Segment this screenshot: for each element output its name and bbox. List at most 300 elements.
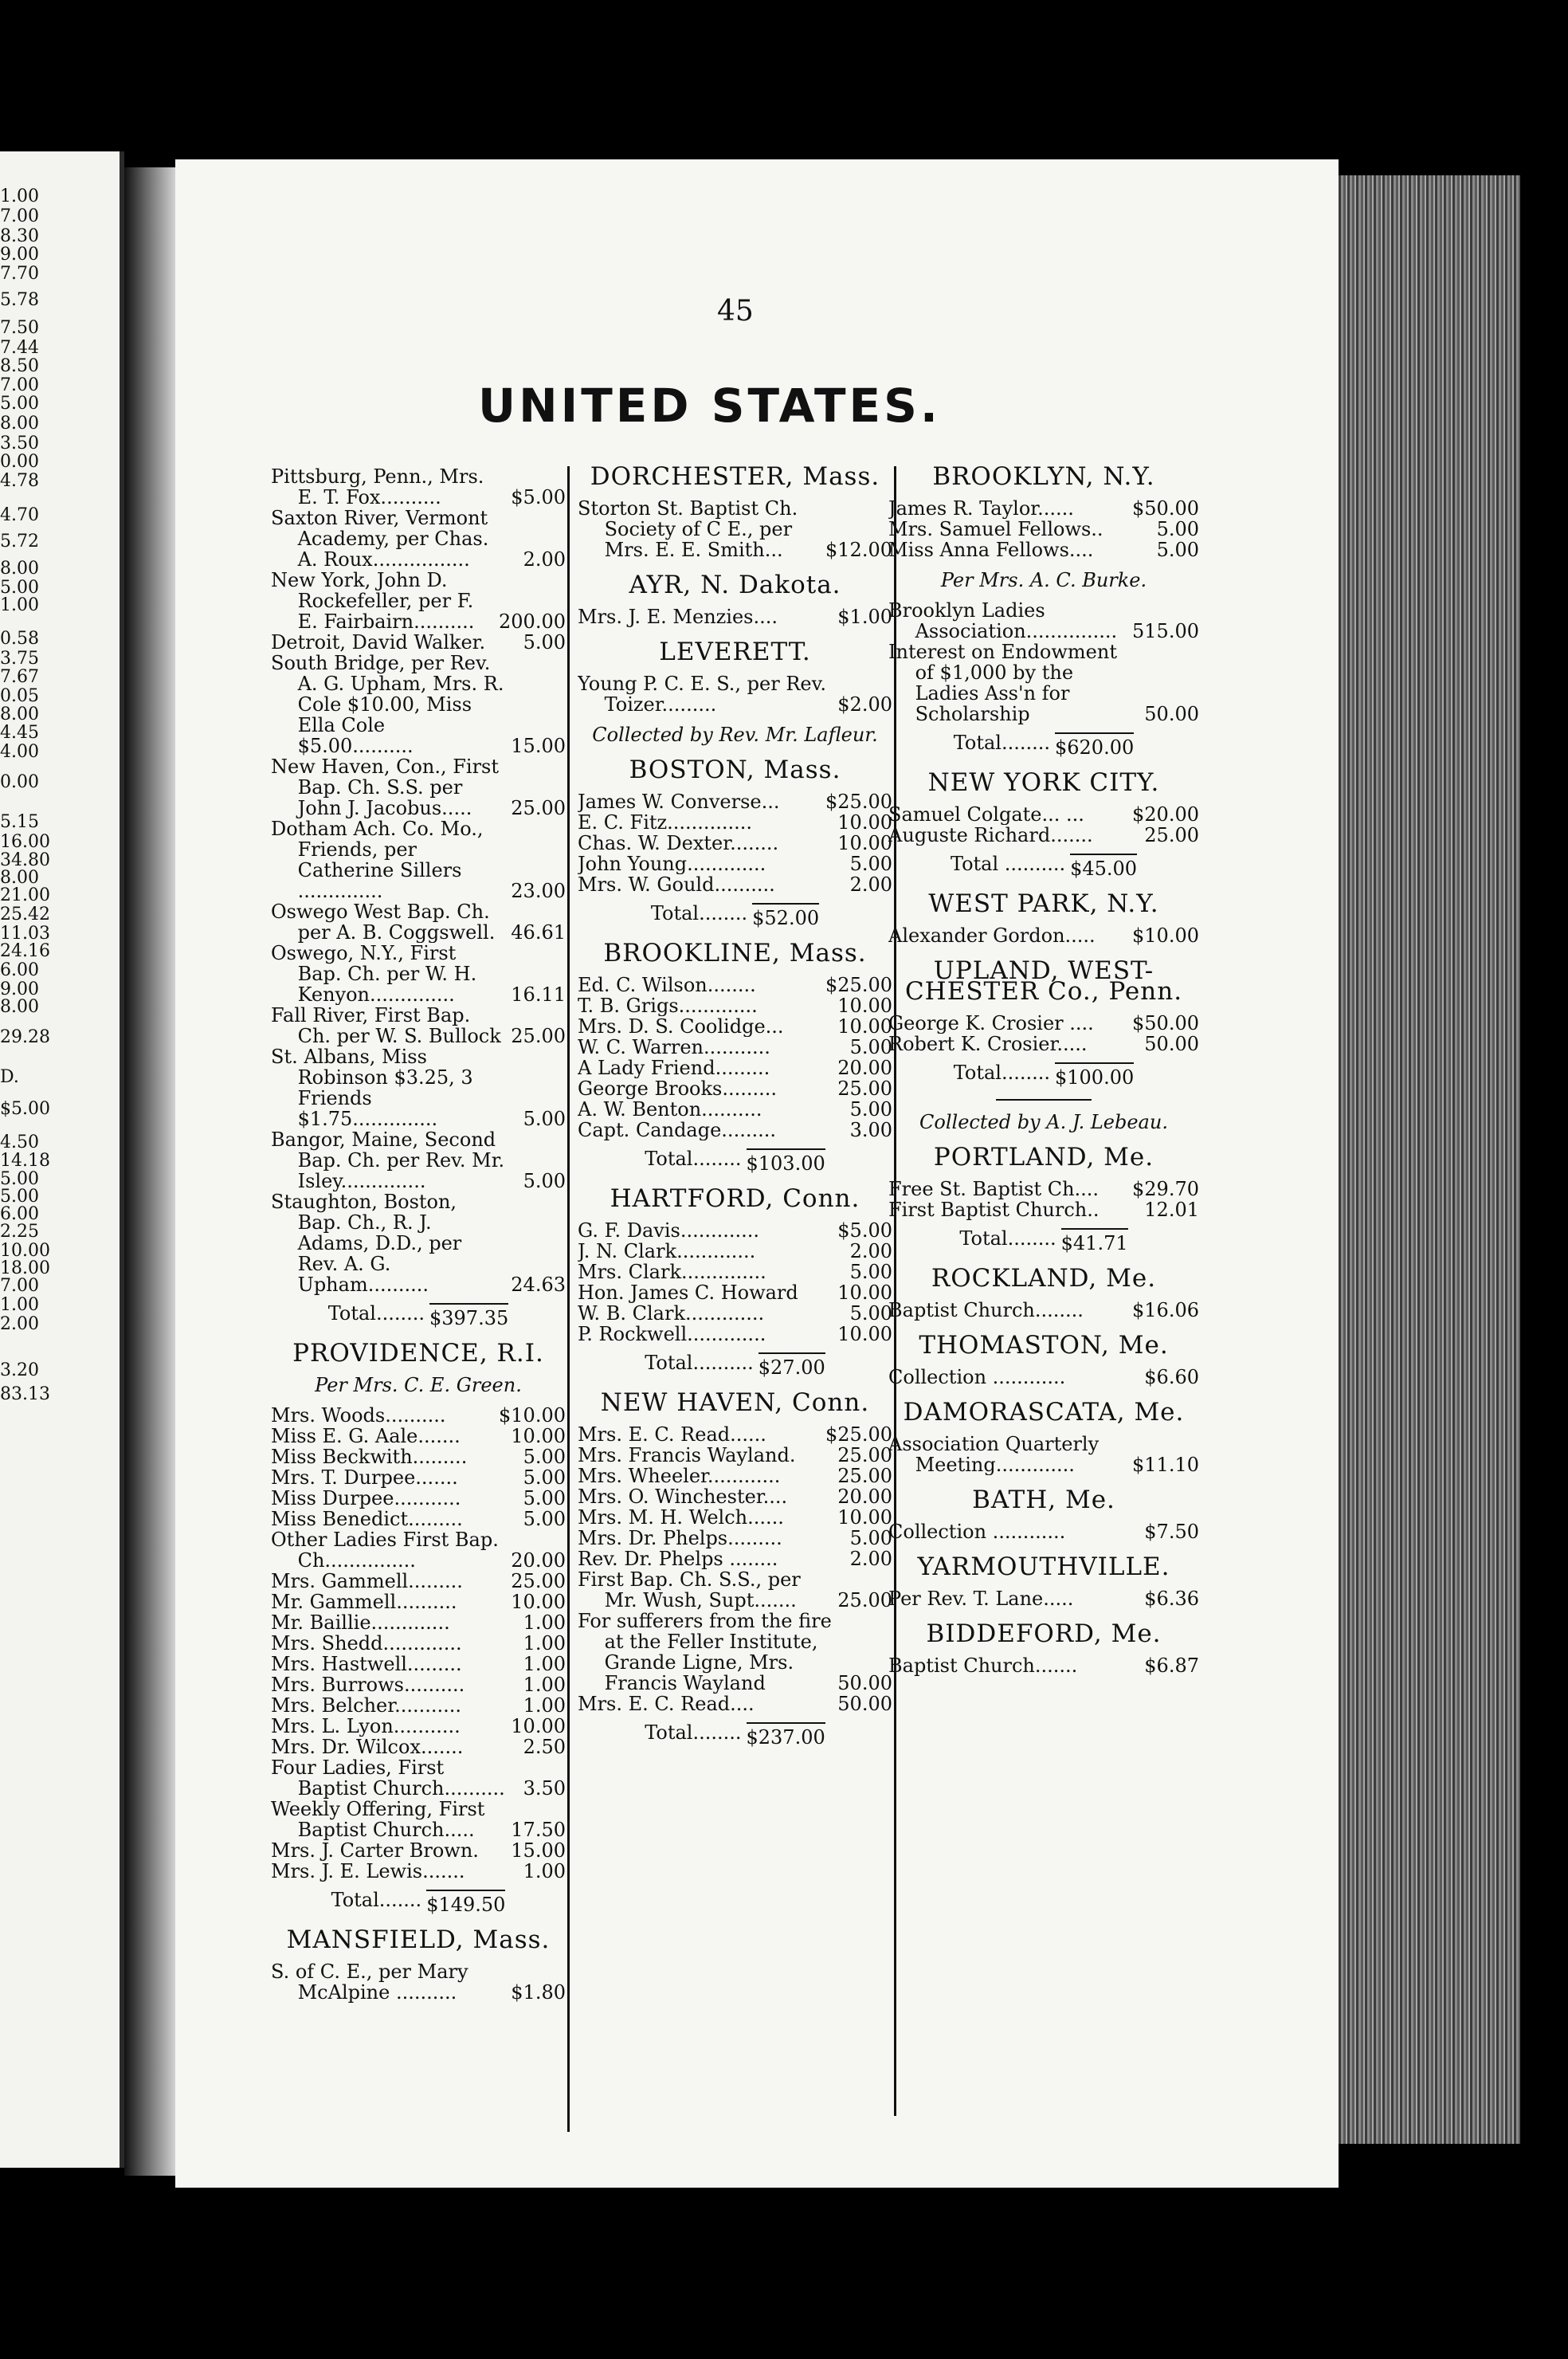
donation-amount: 15.00 — [511, 735, 566, 757]
list-item — [888, 642, 1199, 724]
list-item — [578, 1466, 892, 1486]
donor-name: New York, John D. Rockefeller, per F. E. Fairbairn.......... — [271, 570, 475, 632]
donor-name: George Brooks......... — [578, 1078, 778, 1099]
section-title: NEW YORK CITY. — [927, 768, 1160, 797]
facing-page-value: 8.00 — [0, 414, 39, 434]
facing-page-value: 3.50 — [0, 434, 39, 453]
list-item — [578, 1037, 892, 1058]
facing-page-value: $5.00 — [0, 1099, 50, 1119]
donor-name: For sufferers from the fire at the Feller Institute, Grande Ligne, Mrs. Francis Wayland — [578, 1611, 832, 1694]
section-title: PROVIDENCE, R.I. — [292, 1339, 544, 1368]
total-label: Total........ — [953, 1062, 1050, 1084]
column-1 — [271, 466, 566, 2003]
total-amount: $149.50 — [426, 1890, 505, 1915]
donation-amount: 5.00 — [849, 1036, 892, 1058]
donation-amount: 25.00 — [837, 1077, 892, 1100]
list-item — [271, 508, 566, 570]
list-item — [578, 995, 892, 1016]
donation-amount: $50.00 — [1132, 1012, 1199, 1034]
list-item — [271, 1446, 566, 1467]
donor-name: Hon. James C. Howard — [578, 1282, 798, 1303]
donor-name: Robert K. Crosier..... — [888, 1034, 1088, 1054]
list-item — [271, 1716, 566, 1737]
donor-name: A Lady Friend......... — [578, 1058, 770, 1078]
list-item — [578, 1058, 892, 1078]
total-row — [578, 903, 892, 928]
facing-page-value: 0.05 — [0, 686, 39, 706]
donor-name: Mrs. Samuel Fellows.. — [888, 519, 1103, 540]
donor-name: New Haven, Con., First Bap. Ch. S.S. per John J. Jacobus..... — [271, 756, 500, 818]
donation-amount: 2.50 — [523, 1736, 566, 1758]
donor-name: Baptist Church....... — [888, 1655, 1078, 1676]
donor-name: James W. Converse... — [578, 791, 780, 812]
facing-page-value: 8.00 — [0, 868, 39, 888]
donor-name: Oswego West Bap. Ch. per A. B. Coggswell. — [271, 901, 496, 943]
list-item — [271, 1005, 566, 1046]
donation-amount: 15.00 — [511, 1839, 566, 1862]
column-rule — [567, 466, 570, 2132]
donation-amount: 50.00 — [1144, 703, 1199, 725]
donor-name: A. W. Benton.......... — [578, 1099, 762, 1120]
list-item — [888, 600, 1199, 642]
total-label: Total........ — [953, 732, 1050, 754]
donation-amount: 25.00 — [511, 1025, 566, 1047]
list-item — [271, 1654, 566, 1674]
total-amount: $41.71 — [1061, 1228, 1128, 1254]
facing-page-value: 14.18 — [0, 1151, 50, 1171]
total-label: Total....... — [331, 1889, 422, 1911]
list-item — [888, 804, 1199, 825]
total-amount: $52.00 — [752, 903, 819, 928]
facing-page-value: 24.16 — [0, 941, 50, 961]
donation-amount: $10.00 — [1132, 924, 1199, 947]
list-item — [578, 1694, 892, 1714]
list-item — [578, 1078, 892, 1099]
list-item — [888, 1199, 1199, 1220]
collector-note: Per Mrs. A. C. Burke. — [940, 569, 1147, 591]
list-item — [271, 1612, 566, 1633]
donor-name: Dotham Ach. Co. Mo., Friends, per Catherine Sillers .............. — [271, 818, 484, 901]
facing-page-value: 3.20 — [0, 1360, 39, 1380]
donor-name: John Young............. — [578, 854, 766, 874]
facing-page-value: 5.00 — [0, 578, 39, 598]
donor-name: Mrs. J. E. Menzies.... — [578, 606, 778, 627]
total-label: Total.......... — [645, 1352, 754, 1374]
donor-name: Mrs. T. Durpee....... — [271, 1467, 458, 1488]
donation-amount: 200.00 — [499, 610, 566, 633]
facing-page-value: 5.72 — [0, 532, 39, 551]
donation-amount: 10.00 — [837, 811, 892, 834]
donor-name: E. C. Fitz.............. — [578, 812, 752, 833]
list-item — [271, 1426, 566, 1446]
donation-amount: 5.00 — [523, 1466, 566, 1489]
facing-page-value: 6.00 — [0, 960, 39, 980]
list-item — [271, 1592, 566, 1612]
donation-amount: 20.00 — [837, 1057, 892, 1079]
donor-name: Samuel Colgate... ... — [888, 804, 1084, 825]
list-item — [888, 1034, 1199, 1054]
donor-name: Ed. C. Wilson........ — [578, 975, 756, 995]
donation-amount: 25.00 — [511, 797, 566, 819]
facing-page-value: 8.00 — [0, 559, 39, 579]
total-amount: $620.00 — [1055, 732, 1134, 758]
donor-name: Four Ladies, First Baptist Church.......... — [271, 1757, 505, 1799]
list-item — [271, 1737, 566, 1757]
section-title: UPLAND, WEST-CHESTER Co., Penn. — [904, 956, 1183, 1006]
donor-name: Chas. W. Dexter........ — [578, 833, 779, 854]
donation-amount: 2.00 — [849, 873, 892, 896]
column-3 — [888, 462, 1199, 1677]
total-row — [888, 854, 1199, 879]
list-item — [578, 1120, 892, 1140]
donation-amount: 17.50 — [511, 1819, 566, 1841]
list-item — [888, 1655, 1199, 1676]
donor-name: Detroit, David Walker. — [271, 632, 486, 653]
donor-name: Mrs. Dr. Wilcox....... — [271, 1737, 464, 1757]
donation-amount: 10.00 — [837, 1323, 892, 1345]
list-item — [578, 1548, 892, 1569]
facing-page-value: 7.00 — [0, 1276, 39, 1296]
page-heading: UNITED STATES. — [478, 379, 941, 433]
section-title: NEW HAVEN, Conn. — [600, 1388, 870, 1417]
list-item — [271, 1488, 566, 1509]
donation-amount: 10.00 — [837, 1282, 892, 1304]
donation-amount: $11.10 — [1132, 1454, 1199, 1476]
total-row — [888, 732, 1199, 758]
donor-name: Mr. Gammell.......... — [271, 1592, 457, 1612]
list-item — [888, 540, 1199, 560]
total-label: Total........ — [645, 1721, 742, 1744]
donation-amount: $10.00 — [499, 1404, 566, 1427]
list-item — [578, 606, 892, 627]
donor-name: Oswego, N.Y., First Bap. Ch. per W. H. Kenyon.............. — [271, 943, 477, 1005]
donation-amount: 5.00 — [849, 1302, 892, 1325]
donation-amount: 10.00 — [837, 1015, 892, 1038]
list-item — [578, 1324, 892, 1344]
list-item — [578, 1611, 892, 1694]
facing-page-value: 5.78 — [0, 290, 39, 310]
list-item — [888, 1588, 1199, 1609]
donor-name: Miss Beckwith......... — [271, 1446, 468, 1467]
list-item — [888, 1013, 1199, 1034]
facing-page-value: 2.25 — [0, 1222, 39, 1242]
donor-name: Rev. Dr. Phelps ........ — [578, 1548, 778, 1569]
section-title: PORTLAND, Me. — [933, 1143, 1154, 1172]
facing-page-value: 9.00 — [0, 979, 39, 999]
donor-name: St. Albans, Miss Robinson $3.25, 3 Friends $1.75.............. — [271, 1046, 473, 1129]
donation-amount: $25.00 — [825, 1423, 892, 1446]
donation-amount: 5.00 — [1156, 518, 1199, 540]
list-item — [578, 1486, 892, 1507]
donor-name: Pittsburg, Penn., Mrs. E. T. Fox.......... — [271, 466, 484, 508]
total-amount: $103.00 — [747, 1148, 825, 1174]
section-title: THOMASTON, Me. — [919, 1331, 1169, 1360]
collector-note: Collected by A. J. Lebeau. — [919, 1111, 1168, 1133]
donor-name: James R. Taylor...... — [888, 498, 1074, 519]
facing-page-value: 7.50 — [0, 318, 39, 338]
donor-name: W. B. Clark............. — [578, 1303, 765, 1324]
donation-amount: $29.70 — [1132, 1178, 1199, 1200]
list-item — [271, 1674, 566, 1695]
total-row — [888, 1228, 1199, 1254]
donation-amount: 5.00 — [849, 1098, 892, 1121]
donation-amount: 5.00 — [1156, 539, 1199, 561]
facing-page-value: 4.78 — [0, 471, 39, 491]
donation-amount: 5.00 — [849, 1261, 892, 1283]
donation-amount: 24.63 — [511, 1274, 566, 1296]
separator-rule — [996, 1099, 1092, 1101]
donor-name: Interest on Endowment of $1,000 by the Ladies Ass'n for Scholarship — [888, 642, 1117, 724]
facing-page-value: 9.00 — [0, 245, 39, 265]
facing-page-value: 21.00 — [0, 885, 50, 905]
facing-page-value: 10.00 — [0, 1241, 50, 1261]
facing-page — [0, 151, 124, 2168]
donation-amount: 5.00 — [849, 853, 892, 875]
donor-name: T. B. Grigs............. — [578, 995, 758, 1016]
list-item — [888, 1367, 1199, 1388]
donation-amount: 10.00 — [837, 995, 892, 1017]
list-item — [578, 1445, 892, 1466]
donation-amount: 1.00 — [523, 1653, 566, 1675]
donation-amount: 16.11 — [511, 983, 566, 1006]
donor-name: Young P. C. E. S., per Rev. Toizer......... — [578, 673, 826, 715]
donor-name: Mrs. M. H. Welch...... — [578, 1507, 784, 1528]
section-title: BOSTON, Mass. — [629, 756, 841, 784]
donation-amount: 25.00 — [511, 1570, 566, 1592]
section-title: MANSFIELD, Mass. — [286, 1925, 551, 1954]
facing-page-value: 18.00 — [0, 1258, 50, 1278]
total-row — [578, 1722, 892, 1748]
facing-page-value: 2.00 — [0, 1314, 39, 1334]
list-item — [271, 653, 566, 756]
list-item — [578, 874, 892, 895]
donor-name: Mrs. Burrows.......... — [271, 1674, 465, 1695]
donor-name: Staughton, Boston, Bap. Ch., R. J. Adams, D.D., per Rev. A. G. Upham.......... — [271, 1191, 462, 1295]
list-item — [271, 1529, 566, 1571]
donor-name: Mrs. L. Lyon........... — [271, 1716, 461, 1737]
facing-page-value: 5.00 — [0, 1169, 39, 1189]
donor-name: Mrs. E. C. Read.... — [578, 1694, 755, 1714]
donation-amount: $1.80 — [511, 1981, 566, 2004]
list-item — [271, 632, 566, 653]
facing-page-value: 7.44 — [0, 338, 39, 358]
donor-name: Mrs. Clark.............. — [578, 1262, 766, 1282]
donation-amount: 2.00 — [523, 548, 566, 571]
list-item — [271, 1757, 566, 1799]
donation-amount: 23.00 — [511, 880, 566, 902]
facing-page-value: 3.75 — [0, 649, 39, 669]
facing-page-value: D. — [0, 1067, 19, 1087]
donation-amount: 10.00 — [837, 1506, 892, 1529]
donation-amount: 20.00 — [837, 1486, 892, 1508]
donor-name: Baptist Church........ — [888, 1300, 1084, 1321]
donor-name: Miss E. G. Aale....... — [271, 1426, 461, 1446]
donation-amount: 5.00 — [523, 1487, 566, 1509]
donor-name: Mrs. D. S. Coolidge... — [578, 1016, 784, 1037]
donor-name: G. F. Davis............. — [578, 1220, 760, 1241]
list-item — [888, 1179, 1199, 1199]
donation-amount: 515.00 — [1132, 620, 1199, 642]
donation-amount: $16.06 — [1132, 1299, 1199, 1321]
donation-amount: 5.00 — [523, 1508, 566, 1530]
list-item — [578, 1282, 892, 1303]
donor-name: Mr. Baillie............. — [271, 1612, 450, 1633]
facing-page-value: 8.50 — [0, 356, 39, 376]
donor-name: Brooklyn Ladies Association............... — [888, 600, 1118, 642]
donor-name: Mrs. Gammell......... — [271, 1571, 463, 1592]
total-label: Total .......... — [950, 853, 1066, 875]
list-item — [578, 1569, 892, 1611]
donor-name: Association Quarterly Meeting............. — [888, 1434, 1100, 1475]
section-title: ROCKLAND, Me. — [931, 1264, 1157, 1293]
column-2 — [578, 462, 892, 1751]
page-edges — [1339, 175, 1520, 2144]
section-title: WEST PARK, N.Y. — [928, 889, 1159, 918]
list-item — [271, 756, 566, 818]
section-title: DAMORASCATA, Me. — [903, 1398, 1185, 1427]
donation-amount: 1.00 — [523, 1674, 566, 1696]
list-item — [271, 1799, 566, 1840]
collector-note: Per Mrs. C. E. Green. — [315, 1374, 522, 1396]
facing-page-value: 1.00 — [0, 186, 39, 206]
list-item — [271, 1467, 566, 1488]
total-amount: $397.35 — [429, 1303, 508, 1329]
list-item — [271, 818, 566, 901]
facing-page-value: 5.00 — [0, 1187, 39, 1207]
list-item — [578, 791, 892, 812]
donor-name: W. C. Warren........... — [578, 1037, 770, 1058]
donation-amount: 12.01 — [1144, 1199, 1199, 1221]
donor-name: Saxton River, Vermont Academy, per Chas. A. Roux................ — [271, 508, 489, 570]
donation-amount: 5.00 — [523, 1170, 566, 1192]
list-item — [578, 975, 892, 995]
donation-amount: 1.00 — [523, 1860, 566, 1882]
donation-amount: 25.00 — [837, 1465, 892, 1487]
donation-amount: $20.00 — [1132, 803, 1199, 826]
list-item — [888, 1300, 1199, 1321]
list-item — [271, 1695, 566, 1716]
page-number: 45 — [717, 295, 754, 328]
list-item — [578, 1303, 892, 1324]
donation-amount: 1.00 — [523, 1611, 566, 1634]
donor-name: Auguste Richard....... — [888, 825, 1093, 846]
donation-amount: 2.00 — [849, 1240, 892, 1262]
donor-name: Mrs. Wheeler............ — [578, 1466, 781, 1486]
total-row — [888, 1062, 1199, 1088]
facing-page-value: 4.50 — [0, 1132, 39, 1152]
donor-name: Collection ............ — [888, 1521, 1066, 1542]
book-gutter — [124, 167, 180, 2176]
donation-amount: $2.00 — [837, 693, 892, 716]
donor-name: George K. Crosier .... — [888, 1013, 1094, 1034]
donation-amount: $5.00 — [837, 1219, 892, 1242]
facing-page-value: 6.00 — [0, 1204, 39, 1224]
donation-amount: 1.00 — [523, 1694, 566, 1717]
total-row — [578, 1148, 892, 1174]
list-item — [271, 466, 566, 508]
donor-name: Mrs. O. Winchester.... — [578, 1486, 788, 1507]
donation-amount: 50.00 — [837, 1672, 892, 1694]
list-item — [578, 1099, 892, 1120]
facing-page-value: 16.00 — [0, 832, 50, 852]
donor-name: Storton St. Baptist Ch. Society of C E., per Mrs. E. E. Smith... — [578, 498, 798, 560]
donation-amount: $12.00 — [825, 539, 892, 561]
donor-name: Mrs. Woods.......... — [271, 1405, 446, 1426]
donor-name: Per Rev. T. Lane..... — [888, 1588, 1074, 1609]
donation-amount: $7.50 — [1144, 1521, 1199, 1543]
list-item — [271, 1191, 566, 1295]
facing-page-value: 8.00 — [0, 997, 39, 1017]
donor-name: Miss Anna Fellows.... — [888, 540, 1094, 560]
facing-page-value: 7.00 — [0, 206, 39, 226]
donor-name: Miss Benedict......... — [271, 1509, 463, 1529]
section-title: BROOKLINE, Mass. — [603, 939, 867, 968]
donor-name: South Bridge, per Rev. A. G. Upham, Mrs. R. Cole $10.00, Miss Ella Cole $5.00.......... — [271, 653, 504, 756]
total-label: Total........ — [650, 902, 748, 924]
list-item — [578, 1016, 892, 1037]
donation-amount: $25.00 — [825, 974, 892, 996]
list-item — [271, 943, 566, 1005]
section-title: BATH, Me. — [972, 1486, 1115, 1514]
donor-name: First Baptist Church.. — [888, 1199, 1100, 1220]
facing-page-value: 7.70 — [0, 264, 39, 284]
donation-amount: 25.00 — [837, 1444, 892, 1466]
list-item — [578, 1528, 892, 1548]
list-item — [888, 925, 1199, 946]
donation-amount: 5.00 — [523, 631, 566, 654]
donation-amount: 10.00 — [511, 1715, 566, 1737]
list-item — [888, 498, 1199, 519]
donor-name: Capt. Candage......... — [578, 1120, 776, 1140]
donation-amount: $1.00 — [837, 606, 892, 628]
facing-page-value: 29.28 — [0, 1027, 50, 1047]
donor-name: Other Ladies First Bap. Ch............... — [271, 1529, 499, 1571]
facing-page-value: 11.03 — [0, 924, 50, 944]
section-title: YARMOUTHVILLE. — [917, 1552, 1170, 1581]
donation-amount: 50.00 — [1144, 1033, 1199, 1055]
section-title: DORCHESTER, Mass. — [590, 462, 880, 491]
list-item — [578, 1262, 892, 1282]
donor-name: P. Rockwell............. — [578, 1324, 766, 1344]
facing-page-value: 4.70 — [0, 505, 39, 525]
donation-amount: $6.60 — [1144, 1366, 1199, 1388]
donor-name: First Bap. Ch. S.S., per Mr. Wush, Supt....... — [578, 1569, 801, 1611]
donation-amount: 10.00 — [837, 832, 892, 854]
list-item — [271, 1840, 566, 1861]
section-title: BROOKLYN, N.Y. — [932, 462, 1155, 491]
donation-amount: 5.00 — [849, 1527, 892, 1549]
list-item — [271, 1861, 566, 1882]
donor-name: Collection ............ — [888, 1367, 1066, 1388]
section-title: LEVERETT. — [659, 638, 811, 666]
donation-amount: 25.00 — [837, 1589, 892, 1611]
donor-name: Mrs. Shedd............. — [271, 1633, 462, 1654]
total-row — [271, 1303, 566, 1329]
list-item — [888, 519, 1199, 540]
facing-page-value: 7.67 — [0, 667, 39, 687]
list-item — [271, 1129, 566, 1191]
donor-name: Fall River, First Bap. Ch. per W. S. Bullock — [271, 1005, 501, 1046]
facing-page-value: 8.00 — [0, 705, 39, 724]
list-item — [888, 1521, 1199, 1542]
list-item — [271, 1961, 566, 2003]
facing-page-value: 4.00 — [0, 742, 39, 762]
total-amount: $100.00 — [1055, 1062, 1134, 1088]
donor-name: Weekly Offering, First Baptist Church..... — [271, 1799, 485, 1840]
facing-page-value: 83.13 — [0, 1384, 50, 1404]
list-item — [888, 1434, 1199, 1475]
facing-page-value: 1.00 — [0, 1295, 39, 1315]
